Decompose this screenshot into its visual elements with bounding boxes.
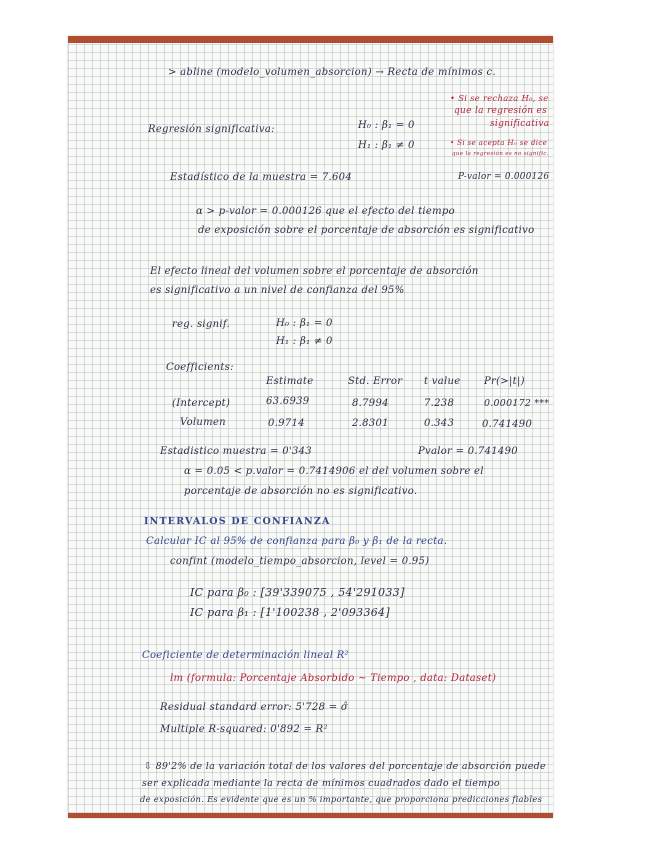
text-line: es significativo a un nivel de confianza del 95% bbox=[150, 285, 405, 296]
table-cell: 0.9714 bbox=[268, 418, 305, 429]
text-line: > abline (modelo_volumen_absorcion) → Recta de mínimos c. bbox=[168, 67, 496, 78]
text-line: Pvalor = 0.741490 bbox=[418, 446, 518, 457]
notebook-bottom-edge bbox=[68, 813, 553, 818]
text-line: Residual standard error: 5'728 = σ̂ bbox=[160, 702, 349, 713]
text-line: Calcular IC al 95% de confianza para β₀ y β₁ de la recta. bbox=[146, 536, 448, 547]
table-header: Pr(>|t|) bbox=[484, 376, 525, 387]
side-note: significativa bbox=[490, 119, 550, 129]
text-line: α > p-valor = 0.000126 que el efecto del tiempo bbox=[196, 206, 455, 217]
table-cell: 7.238 bbox=[424, 398, 455, 409]
text-line: H₁ : β₁ ≠ 0 bbox=[358, 140, 415, 151]
text-line: de exposición sobre el porcentaje de absorción es significativo bbox=[198, 225, 535, 236]
text-line: H₀ : β₁ = 0 bbox=[358, 120, 415, 131]
table-row-label: (Intercept) bbox=[172, 398, 231, 409]
text-line: ser explicada mediante la recta de mínimos cuadrados dado el tiempo bbox=[142, 778, 500, 789]
table-cell: 8.7994 bbox=[352, 398, 389, 409]
text-line: Estadístico de la muestra = 7.604 bbox=[170, 172, 352, 183]
text-line: lm (formula: Porcentaje Absorbido ~ Tiempo , data: Dataset) bbox=[170, 673, 497, 684]
table-cell: 0.000172 *** bbox=[484, 398, 550, 409]
table-header: Std. Error bbox=[348, 376, 403, 387]
table-cell: 2.8301 bbox=[352, 418, 389, 429]
text-line: confint (modelo_tiempo_absorcion, level = 0.95) bbox=[170, 556, 430, 567]
text-line: P-valor = 0.000126 bbox=[458, 172, 550, 182]
text-line: α = 0.05 < p.valor = 0.7414906 el del volumen sobre el bbox=[184, 466, 484, 477]
side-note: • Si se rechaza H₀, se bbox=[450, 93, 549, 103]
text-line: IC para β₀ : [39'339075 , 54'291033] bbox=[190, 586, 405, 599]
side-note: que la regresión es no signific. bbox=[452, 151, 549, 157]
table-row-label: Volumen bbox=[180, 417, 226, 428]
text-line: Coeficiente de determinación lineal R² bbox=[142, 650, 349, 661]
text-line: ⇩ 89'2% de la variación total de los valores del porcentaje de absorción puede bbox=[144, 761, 546, 772]
table-cell: 0.741490 bbox=[482, 419, 533, 430]
notebook-page bbox=[68, 36, 553, 818]
side-note: • Si se acepta H₀ se dice bbox=[450, 138, 548, 147]
text-line: H₀ : β₁ = 0 bbox=[276, 318, 333, 329]
notebook-top-edge bbox=[68, 36, 553, 43]
table-cell: 63.6939 bbox=[266, 396, 310, 407]
text-line: Estadistico muestra = 0'343 bbox=[160, 446, 312, 457]
text-line: H₁ : β₁ ≠ 0 bbox=[276, 336, 333, 347]
section-heading: INTERVALOS DE CONFIANZA bbox=[144, 516, 331, 527]
table-cell: 0.343 bbox=[424, 418, 455, 429]
text-line: porcentaje de absorción no es significativo. bbox=[184, 486, 418, 497]
text-line: reg. signif. bbox=[172, 319, 230, 330]
text-line: Multiple R-squared: 0'892 = R² bbox=[160, 724, 328, 735]
text-line: Coefficients: bbox=[166, 362, 234, 373]
table-header: Estimate bbox=[266, 376, 314, 387]
text-line: Regresión significativa: bbox=[148, 124, 275, 135]
text-line: IC para β₁ : [1'100238 , 2'093364] bbox=[190, 606, 390, 619]
text-line: de exposición. Es evidente que es un % importante, que proporciona predicciones fiables bbox=[140, 794, 543, 804]
table-header: t value bbox=[424, 376, 461, 387]
text-line: El efecto lineal del volumen sobre el porcentaje de absorción bbox=[150, 266, 479, 277]
side-note: que la regresión es bbox=[454, 106, 548, 116]
